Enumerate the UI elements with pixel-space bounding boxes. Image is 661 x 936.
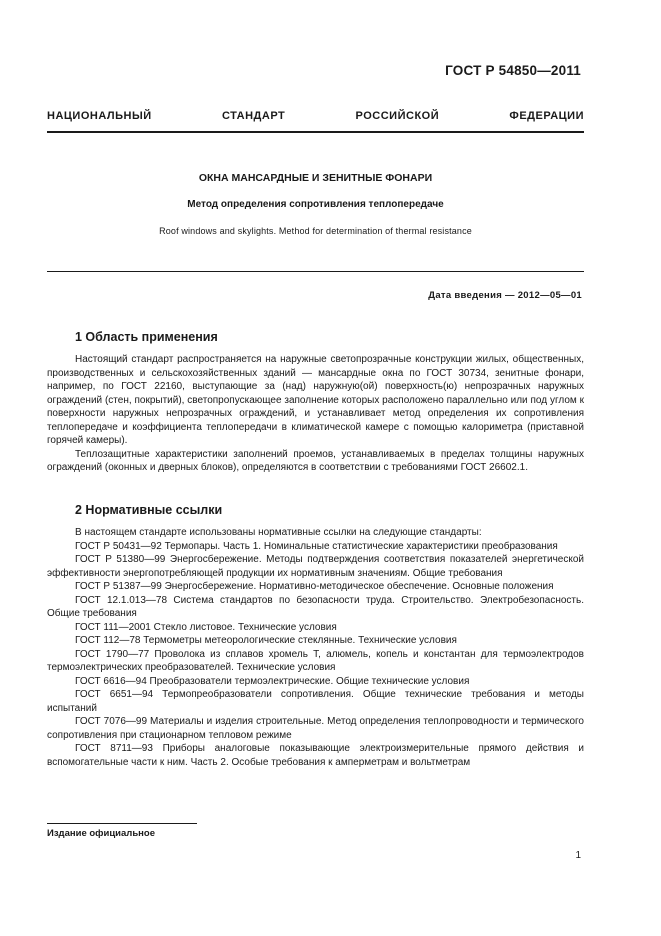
reference-item: ГОСТ 12.1.013—78 Система стандартов по безопасности труда. Строительство. Электробезопасность. Общие требования: [47, 594, 584, 619]
standard-code: ГОСТ Р 54850—2011: [445, 63, 581, 78]
reference-item: ГОСТ 111—2001 Стекло листовое. Технические условия: [75, 621, 337, 633]
reference-item: ГОСТ 6616—94 Преобразователи термоэлектрические. Общие технические условия: [75, 675, 470, 687]
official-edition-label: Издание официальное: [47, 828, 155, 839]
header-divider: [47, 131, 584, 133]
national-standard-banner: НАЦИОНАЛЬНЫЙ СТАНДАРТ РОССИЙСКОЙ ФЕДЕРАЦИИ: [47, 110, 584, 122]
reference-item: ГОСТ 112—78 Термометры метеорологические стеклянные. Технические условия: [75, 635, 457, 646]
reference-item: ГОСТ Р 50431—92 Термопары. Часть 1. Номинальные статистические характеристики преобразования: [75, 540, 558, 552]
page-number: 1: [575, 850, 581, 861]
effective-date: Дата введения — 2012—05—01: [428, 290, 582, 301]
reference-item: ГОСТ Р 51380—99 Энергосбережение. Методы подтверждения соответствия показателей энергетической эффективности энергопотребляющей продукции их нормативным значениям. Общие требования: [47, 554, 584, 579]
section-1-body: [47, 353, 584, 475]
reference-item: ГОСТ Р 51387—99 Энергосбережение. Нормативно-методическое обеспечение. Основные положения: [75, 581, 554, 592]
title-divider: [47, 271, 584, 272]
footer-divider: [47, 823, 197, 824]
reference-item: ГОСТ 8711—93 Приборы аналоговые показывающие электроизмерительные прямого действия и вспомогательные части к ним. Часть 2. Особые требования к амперметрам и вольтметрам: [47, 743, 584, 768]
section-1-heading: 1 Область применения: [75, 330, 218, 344]
paragraph: Теплозащитные характеристики заполнений проемов, устанавливаемых в пределах толщины наружных ограждений (оконных и дверных блоков), определяются в соответствии с требованиями ГОСТ 26602.1.: [47, 448, 584, 473]
paragraph: В настоящем стандарте использованы нормативные ссылки на следующие стандарты:: [75, 527, 482, 538]
reference-item: ГОСТ 7076—99 Материалы и изделия строительные. Метод определения теплопроводности и термического сопротивления при стационарном тепловом режиме: [47, 716, 584, 741]
reference-item: ГОСТ 6651—94 Термопреобразователи сопротивления. Общие технические требования и методы испытаний: [47, 689, 584, 714]
document-subtitle: Метод определения сопротивления теплопередаче: [187, 199, 444, 210]
section-2-heading: 2 Нормативные ссылки: [75, 503, 223, 517]
document-title: ОКНА МАНСАРДНЫЕ И ЗЕНИТНЫЕ ФОНАРИ: [198, 172, 433, 184]
section-2-body: [47, 526, 584, 769]
document-title-english: Roof windows and skylights. Method for determination of thermal resistance: [159, 226, 472, 236]
reference-item: ГОСТ 1790—77 Проволока из сплавов хромель Т, алюмель, копель и константан для термоэлектродов термоэлектрических преобразователей. Технические условия: [47, 648, 584, 673]
paragraph: Настоящий стандарт распространяется на наружные светопрозрачные конструкции жилых, общественных, производственных и сельскохозяйственных зданий — мансардные окна по ГОСТ 30734, зенитные фонари, например, по ГОСТ 22160, выступающие за (над) наружную(ой) поверхность(ю) непрозрачных наружных ограждений (стен, покрытий), светопропускающее заполнение которых расположено параллельно или под углом к поверхности наружных непрозрачных ограждений, и устанавливает метод определения их сопротивления теплопередаче и коэффициента теплопередачи в климатической камере с помощью калориметра (приставной горячей камеры).: [47, 354, 584, 446]
